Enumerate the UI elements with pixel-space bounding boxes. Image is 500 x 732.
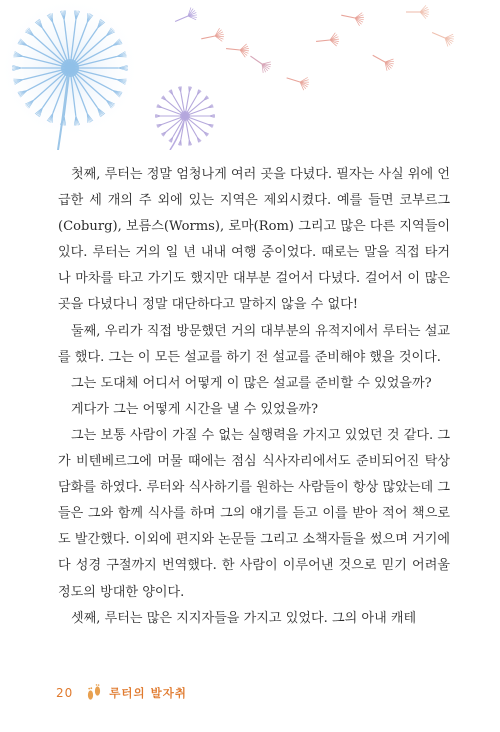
paragraph-4: 게다가 그는 어떻게 시간을 낼 수 있었을까? — [71, 401, 319, 417]
paragraph-5: 그는 보통 사람이 가질 수 없는 실행력을 가지고 있었던 것 같다. 그가 비텐베르그에 머물 때에는 점심 식사자리에서도 준비되어진 탁상담화를 하였다. 루터와 식사하기를 원하는 사람들이 항상 많았는데 그들은 그와 함께 식사를 하며 그의 얘기를 듣고 이를 받아 적어 책으로도 발간했다. 이외에 편지와 논문들 그리고 소책자들을 썼으며 거기에다 성경 구절까지 번역했다. 한 사람이 이루어낸 것으로 믿기 어려울 정도의 방대한 양이다. — [58, 427, 450, 600]
page-number: 20 — [56, 686, 74, 700]
paragraph-1: 첫째, 루터는 정말 엄청나게 여러 곳을 다녔다. 필자는 사실 위에 언급한 세 개의 주 외에 있는 지역은 제외시켰다. 예를 들면 코부르그(Coburg), 보름스(Worms), 로마(Rom) 그리고 많은 다른 지역들이 있다. 루터는 거의 일 년 내내 여행 중이었다. 때로는 말을 직접 타거나 마차를 타고 가기도 했지만 대부분 걸어서 다녔다. 걸어서 이 많은 곳을 다녔다니 정말 대단하다고 말하지 않을 수 없다! — [58, 167, 450, 313]
book-title: 루터의 발자취 — [109, 686, 187, 700]
page-footer — [56, 684, 187, 702]
paragraph-3: 그는 도대체 어디서 어떻게 이 많은 설교를 준비할 수 있었을까? — [71, 375, 432, 391]
footprints-icon — [85, 684, 103, 702]
paragraph-2: 둘째, 우리가 직접 방문했던 거의 대부분의 유적지에서 루터는 설교를 했다. 그는 이 모든 설교를 하기 전 설교를 준비해야 했을 것이다. — [58, 323, 450, 365]
dandelion-illustration — [0, 0, 500, 150]
paragraph-6: 셋째, 루터는 많은 지지자들을 가지고 있었다. 그의 아내 캐테 — [71, 610, 417, 626]
body-text — [58, 162, 450, 632]
